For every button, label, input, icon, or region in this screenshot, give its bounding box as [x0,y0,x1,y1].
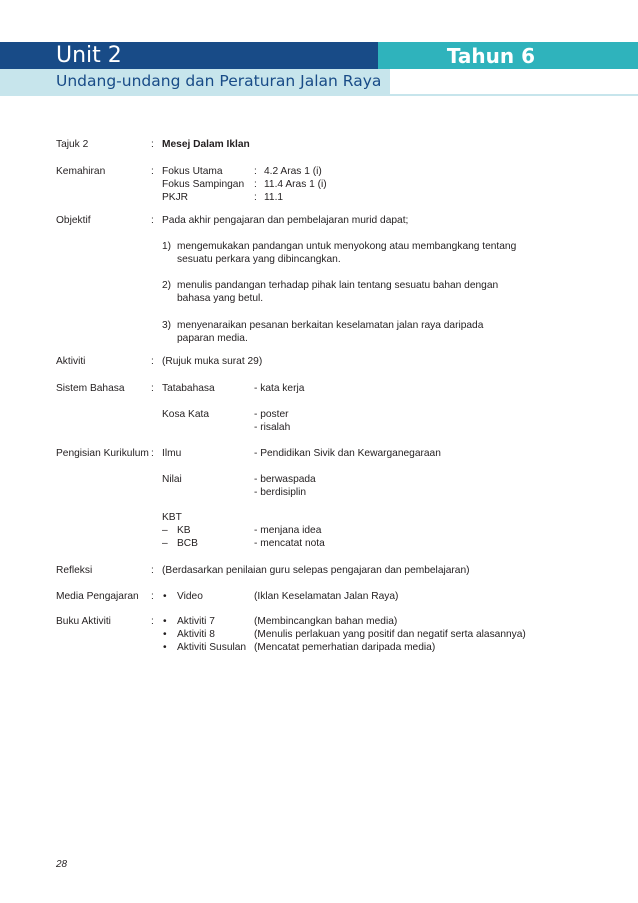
media-value: (Iklan Keselamatan Jalan Raya) [254,591,399,602]
kbt-value: - menjana idea [254,525,322,536]
objektif-item-text: menyenaraikan pesanan berkaitan keselamatan jalan raya daripada [177,320,484,331]
kemahiran-value: 11.4 Aras 1 (i) [264,179,327,190]
colon: : [151,215,154,226]
label-aktiviti: Aktiviti [56,356,86,367]
media-name: Video [177,591,203,602]
header-year-band [378,42,638,69]
bullet: • [163,629,167,640]
page-subtitle: Undang-undang dan Peraturan Jalan Raya [56,72,382,90]
colon: : [254,166,257,177]
nilai-label: Nilai [162,474,182,485]
label-media-pengajaran: Media Pengajaran [56,591,139,602]
page-number: 28 [56,859,68,870]
colon: : [151,383,154,394]
kemahiran-name: Fokus Sampingan [162,179,245,190]
kosa-kata-item: - poster [254,409,289,420]
label-refleksi: Refleksi [56,565,93,576]
objektif-item-text: bahasa yang betul. [177,293,264,304]
aktiviti-value: (Rujuk muka surat 29) [162,356,263,367]
kosa-kata-label: Kosa Kata [162,409,210,420]
colon: : [151,565,154,576]
colon: : [254,179,257,190]
unit-title: Unit 2 [56,43,122,68]
bullet: • [163,642,167,653]
label-buku-aktiviti: Buku Aktiviti [56,616,111,627]
kbt-label: KBT [162,512,182,523]
kemahiran-name: PKJR [162,192,189,203]
colon: : [151,139,154,150]
kbt-name: BCB [177,538,198,549]
colon: : [151,356,154,367]
buku-value: (Menulis perlakuan yang positif dan negatif serta alasannya) [254,629,526,640]
buku-name: Aktiviti Susulan [177,642,247,653]
colon: : [151,166,154,177]
kosa-kata-item: - risalah [254,422,291,433]
label-pengisian-kurikulum: Pengisian Kurikulum [56,448,149,459]
subtitle-band [0,69,390,94]
bullet: • [163,616,167,627]
kemahiran-value: 11.1 [264,192,284,203]
tajuk-value: Mesej Dalam Iklan [162,139,250,150]
kbt-name: KB [177,525,191,536]
colon: : [151,591,154,602]
year-title: Tahun 6 [446,44,535,68]
kemahiran-value: 4.2 Aras 1 (i) [264,166,322,177]
buku-value: (Mencatat pemerhatian daripada media) [254,642,436,653]
label-sistem-bahasa: Sistem Bahasa [56,383,125,394]
objektif-item-text: sesuatu perkara yang dibincangkan. [177,254,341,265]
ilmu-item: - Pendidikan Sivik dan Kewarganegaraan [254,448,441,459]
nilai-item: - berdisiplin [254,487,307,498]
objektif-intro: Pada akhir pengajaran dan pembelajaran murid dapat; [162,215,409,226]
tatabahasa-item: - kata kerja [254,383,305,394]
objektif-item-text: menulis pandangan terhadap pihak lain tentang sesuatu bahan dengan [177,280,499,291]
colon: : [254,192,257,203]
objektif-item-number: 2) [162,280,172,291]
nilai-item: - berwaspada [254,474,316,485]
header-bar [0,42,638,69]
colon: : [151,448,154,459]
kbt-value: - mencatat nota [254,538,325,549]
label-kemahiran: Kemahiran [56,166,106,177]
buku-name: Aktiviti 7 [177,616,215,627]
bullet: • [163,591,167,602]
objektif-item-number: 1) [162,241,172,252]
buku-name: Aktiviti 8 [177,629,215,640]
objektif-item-number: 3) [162,320,172,331]
header-unit-band [0,42,378,69]
ilmu-label: Ilmu [162,448,182,459]
kbt-dash: – [162,538,168,549]
kbt-dash: – [162,525,168,536]
refleksi-value: (Berdasarkan penilaian guru selepas pengajaran dan pembelajaran) [162,565,470,576]
subtitle-rule [0,94,638,96]
label-tajuk: Tajuk 2 [56,139,89,150]
label-objektif: Objektif [56,215,91,226]
buku-value: (Membincangkan bahan media) [254,616,398,627]
objektif-item-text: paparan media. [177,333,248,344]
kemahiran-name: Fokus Utama [162,166,223,177]
tatabahasa-label: Tatabahasa [162,383,215,394]
objektif-item-text: mengemukakan pandangan untuk menyokong atau membangkang tentang [177,241,517,252]
colon: : [151,616,154,627]
